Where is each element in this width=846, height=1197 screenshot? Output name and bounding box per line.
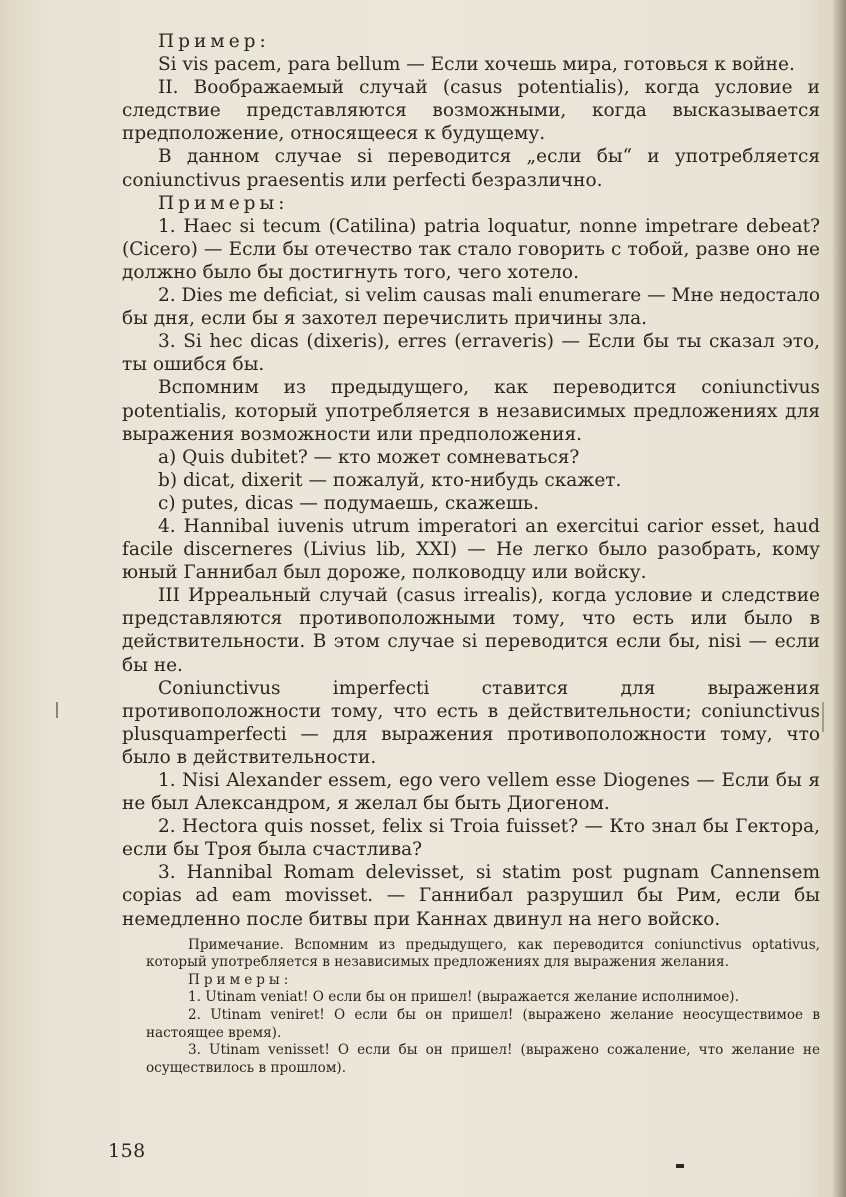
page-edge-shadow — [832, 0, 846, 1197]
margin-mark — [822, 702, 824, 732]
paragraph: 3. Hannibal Romam delevisset, si statim post pugnam Cannensem copias ad eam movisset. — Ганнибал разрушил бы Рим, если бы немедленно после битвы при Каннах двинул на него войско. — [122, 862, 820, 930]
paragraph: 1. Haec si tecum (Catilina) patria loquatur, nonne impetrare debeat? (Cicero) — Если бы отечество так стало говорить с тобой, разве оно не должно было бы достигнуть того, чего хотело. — [122, 215, 820, 283]
paragraph: Пример: — [158, 31, 270, 52]
note-paragraph: Примечание. Вспомним из предыдущего, как переводится coniunctivus optativus, который употребляется в независимых предложениях для выражения желания. — [146, 936, 820, 971]
page-text — [122, 30, 820, 1077]
paragraph: III Ирреальный случай (casus irrealis), когда условие и следствие представляются противоположными тому, что есть или было в действительности. В этом случае si переводится если бы, nisi — если бы не. — [122, 585, 820, 676]
paragraph: 4. Hannibal iuvenis utrum imperatori an exercitui carior esset, haud facile discerneres (Livius lib, XXI) — Не легко было разобрать, кому юный Ганнибал был дороже, полководцу или войску. — [122, 515, 820, 584]
paragraph: a) Quis dubitet? — кто может сомневаться? — [158, 446, 580, 468]
ink-speck — [676, 1164, 684, 1168]
main-text — [122, 30, 820, 931]
margin-mark — [56, 702, 58, 718]
paragraph: 1. Nisi Alexander essem, ego vero vellem esse Diogenes — Если бы я не был Александром, я желал бы быть Диогеном. — [122, 770, 820, 815]
page-number: 158 — [108, 1140, 146, 1162]
paragraph: Si vis pacem, para bellum — Если хочешь мира, готовься к войне. — [158, 54, 795, 76]
note-paragraph: 2. Utinam veniret! О если бы он пришел! (выражено желание неосуществимое в настоящее время). — [146, 1007, 820, 1041]
paragraph: b) dicat, dixerit — пожалуй, кто-нибудь скажет. — [158, 469, 622, 491]
paragraph: 2. Hectora quis nosset, felix si Troia fuisset? — Кто знал бы Гектора, если бы Троя была счастлива? — [122, 816, 820, 861]
paragraph: II. Воображаемый случай (casus potentialis), когда условие и следствие представляются возможными, когда высказывается предположение, относящееся к будущему. — [122, 77, 820, 145]
note-block — [122, 937, 820, 1078]
paragraph: В данном случае si переводится „если бы“ и употребляется coniunctivus praesentis или perfecti безразлично. — [122, 146, 820, 191]
paragraph: c) putes, dicas — подумаешь, скажешь. — [158, 492, 539, 514]
paragraph: 3. Si hec dicas (dixeris), erres (erraveris) — Если бы ты сказал это, ты ошибся бы. — [122, 331, 820, 376]
paragraph: Примеры: — [158, 192, 289, 214]
paragraph: Coniunctivus imperfecti ставится для выражения противоположности тому, что есть в действительности; coniunctivus plusquamperfecti — для выражения противоположности тому, что было в действительности. — [122, 677, 820, 768]
paragraph: Вспомним из предыдущего, как переводится coniunctivus potentialis, который употребляется в независимых предложениях для выражения возможности или предположения. — [122, 377, 820, 445]
note-paragraph: Примеры: — [188, 971, 293, 988]
note-paragraph: 1. Utinam veniat! О если бы он пришел! (выражается желание исполнимое). — [188, 989, 739, 1006]
paragraph: 2. Dies me deficiat, si velim causas mali enumerare — Мне недостало бы дня, если бы я захотел перечислить причины зла. — [122, 285, 820, 330]
note-paragraph: 3. Utinam venisset! О если бы он пришел! (выражено сожаление, что желание не осуществилось в прошлом). — [146, 1042, 820, 1076]
